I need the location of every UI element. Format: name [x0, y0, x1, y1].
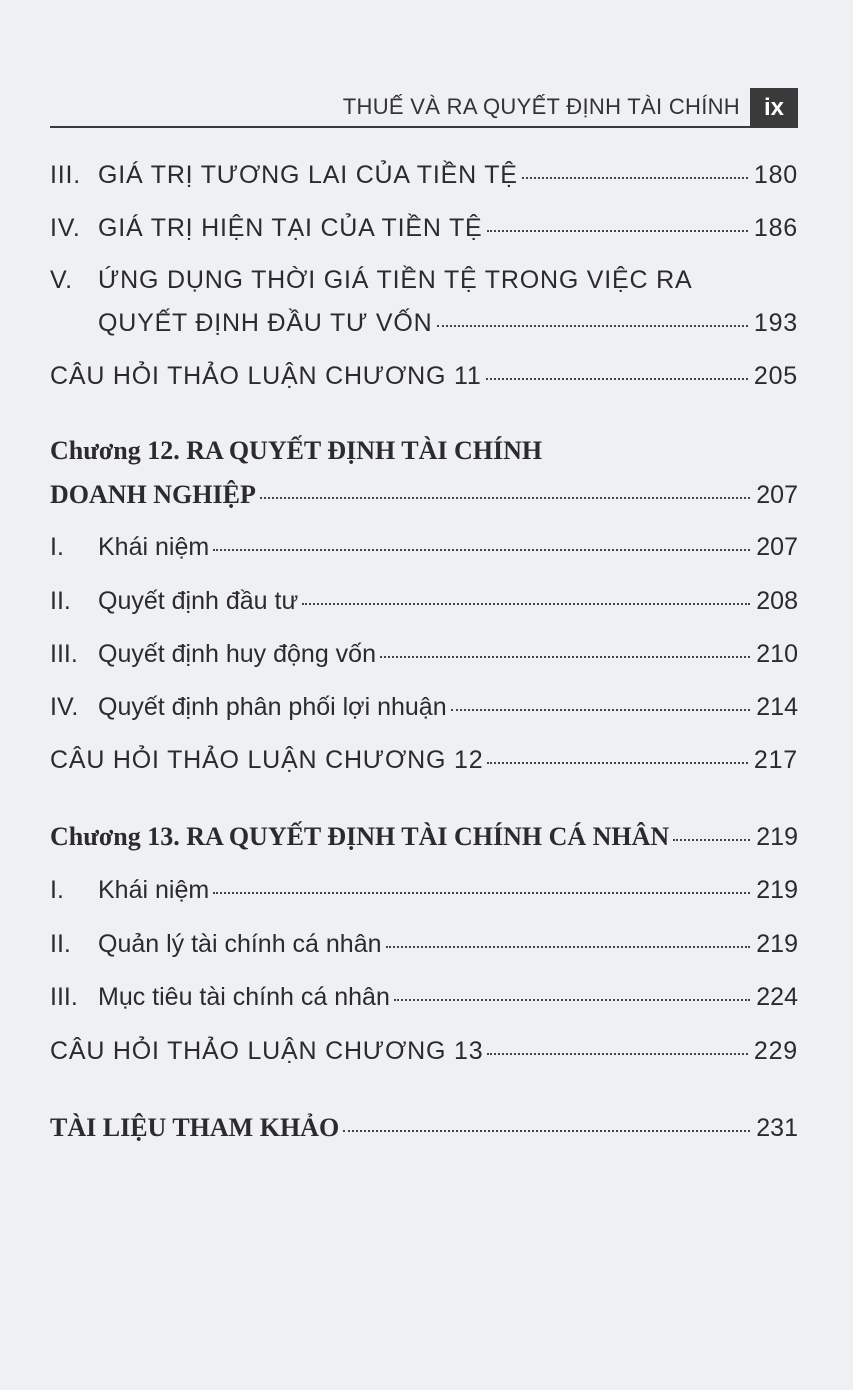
- dot-leader: [302, 603, 750, 605]
- toc-entry: [50, 160, 798, 190]
- toc-entry-page: 207: [756, 533, 798, 561]
- toc-entry-page: 214: [756, 693, 798, 721]
- dot-leader: [451, 709, 751, 711]
- toc-entry: [50, 1036, 798, 1066]
- toc-entry-title: Quản lý tài chính cá nhân: [98, 930, 382, 958]
- dot-leader: [487, 1053, 747, 1055]
- toc-entry-title: Khái niệm: [98, 533, 210, 561]
- dot-leader: [437, 325, 748, 327]
- running-header: [50, 88, 798, 128]
- toc-entry-number: IV.: [50, 214, 81, 242]
- toc-entry-title: CÂU HỎI THẢO LUẬN CHƯƠNG 11: [50, 362, 482, 390]
- toc-entry-line1: [50, 265, 692, 295]
- toc-entry-title: Quyết định đầu tư: [98, 587, 299, 615]
- toc-entry: [50, 692, 798, 722]
- toc-entry: [50, 745, 798, 775]
- toc-entry-page: 180: [753, 161, 798, 189]
- toc-entry: [50, 822, 798, 852]
- toc-entry-number: I.: [50, 533, 64, 561]
- toc-entry-page: 186: [753, 214, 798, 242]
- toc-entry: [50, 639, 798, 669]
- toc-entry-page: 207: [756, 481, 798, 509]
- toc-entry-page: 217: [753, 746, 798, 774]
- toc-entry-number: IV.: [50, 693, 79, 721]
- toc-entry: [50, 1113, 798, 1143]
- dot-leader: [260, 497, 750, 499]
- toc-entry-title: QUYẾT ĐỊNH ĐẦU TƯ VỐN: [98, 309, 433, 337]
- dot-leader: [380, 656, 750, 658]
- dot-leader: [486, 378, 748, 380]
- chapter-heading-line1: Chương 12. RA QUYẾT ĐỊNH TÀI CHÍNH: [50, 436, 543, 465]
- dot-leader: [386, 946, 751, 948]
- toc-entry-title: Quyết định phân phối lợi nhuận: [98, 693, 447, 721]
- toc-entry-number: II.: [50, 930, 71, 958]
- toc-entry-page: 224: [756, 983, 798, 1011]
- toc-entry-page: 193: [753, 309, 798, 337]
- toc-entry: [50, 213, 798, 243]
- references-title: TÀI LIỆU THAM KHẢO: [50, 1113, 340, 1142]
- header-rule: [50, 126, 750, 128]
- toc-entry-title: Khái niệm: [98, 876, 210, 904]
- toc-entry: [50, 480, 798, 510]
- toc-entry-number: III.: [50, 983, 78, 1011]
- running-header-title: THUẾ VÀ RA QUYẾT ĐỊNH TÀI CHÍNH: [342, 94, 740, 119]
- toc-entry-title: CÂU HỎI THẢO LUẬN CHƯƠNG 13: [50, 1037, 484, 1065]
- toc-entry: [50, 982, 798, 1012]
- dot-leader: [673, 839, 750, 841]
- toc-entry-page: 219: [756, 876, 798, 904]
- toc-entry-page: 219: [756, 823, 798, 851]
- dot-leader: [487, 762, 747, 764]
- toc-entry-page: 205: [753, 362, 798, 390]
- chapter-heading-title: Chương 13. RA QUYẾT ĐỊNH TÀI CHÍNH CÁ NHÂN: [50, 822, 670, 851]
- toc-entry: [50, 875, 798, 905]
- toc-entry-number: V.: [50, 266, 73, 294]
- dot-leader: [343, 1130, 750, 1132]
- toc-entry-title-line1: ỨNG DỤNG THỜI GIÁ TIỀN TỆ TRONG VIỆC RA: [98, 266, 693, 294]
- toc-entry-page: 229: [753, 1037, 798, 1065]
- toc-entry: [50, 361, 798, 391]
- chapter-heading-title: DOANH NGHIỆP: [50, 480, 256, 509]
- dot-leader: [213, 549, 750, 551]
- toc-entry-title: Mục tiêu tài chính cá nhân: [98, 983, 390, 1011]
- page-number-badge: ix: [750, 88, 798, 128]
- toc-entry-title: Quyết định huy động vốn: [98, 640, 376, 668]
- toc-entry: [50, 929, 798, 959]
- toc-entry-title: CÂU HỎI THẢO LUẬN CHƯƠNG 12: [50, 746, 484, 774]
- dot-leader: [522, 177, 748, 179]
- toc-entry-number: I.: [50, 876, 64, 904]
- toc-entry-number: III.: [50, 640, 78, 668]
- dot-leader: [487, 230, 748, 232]
- toc-entry-page: 208: [756, 587, 798, 615]
- toc-entry-page: 219: [756, 930, 798, 958]
- toc-entry-title: GIÁ TRỊ HIỆN TẠI CỦA TIỀN TỆ: [98, 214, 483, 242]
- toc-entry: [50, 586, 798, 616]
- dot-leader: [213, 892, 750, 894]
- toc-entry: [50, 308, 798, 338]
- toc-entry-number: II.: [50, 587, 71, 615]
- toc-entry: [50, 532, 798, 562]
- toc-entry-page: 210: [756, 640, 798, 668]
- dot-leader: [394, 999, 750, 1001]
- toc-entry-number: III.: [50, 161, 81, 189]
- toc-entry-page: 231: [756, 1114, 798, 1142]
- toc-entry-title: GIÁ TRỊ TƯƠNG LAI CỦA TIỀN TỆ: [98, 161, 518, 189]
